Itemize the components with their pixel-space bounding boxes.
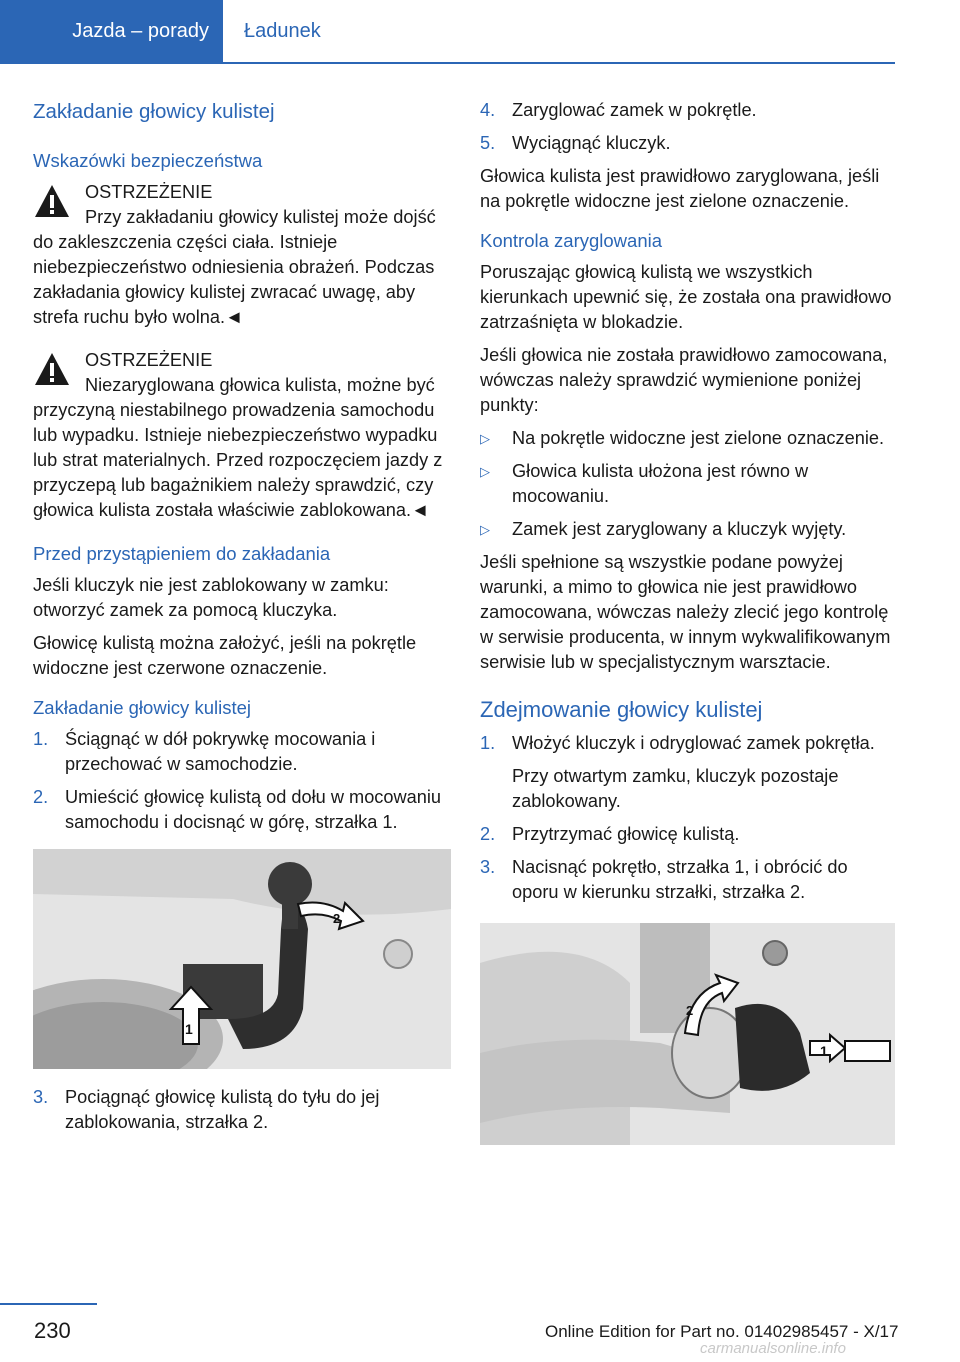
edition-text: Online Edition for Part no. 01402985457 - X/17 <box>545 1322 899 1341</box>
step-note: Przy otwartym zamku, kluczyk pozostaje zablokowany. <box>512 766 839 811</box>
list-item <box>480 855 896 905</box>
triangle-bullet-icon: ▷ <box>480 464 490 479</box>
step-text: Nacisnąć pokrętło, strzałka 1, i obrócić do oporu w kierunku strzałki, strzałka 2. <box>512 857 848 902</box>
step-number: 2. <box>33 787 49 807</box>
tow-ball-mount-illustration <box>33 849 451 1069</box>
mount-title: Zakładanie głowicy kulistej <box>33 697 251 718</box>
tab-cargo[interactable]: Ładunek <box>244 20 321 42</box>
step-text: Pociągnąć głowicę kulistą do tyłu do jej zablokowania, strzałka 2. <box>65 1087 380 1132</box>
list-item <box>480 517 896 542</box>
bullet-text: Na pokrętle widoczne jest zielone oznaczenie. <box>512 428 885 448</box>
step-number: 1. <box>480 733 496 753</box>
step-text: Włożyć kluczyk i odryglować zamek pokrętła. <box>512 733 875 753</box>
bullet-text: Głowica kulista ułożona jest równo w mocowaniu. <box>512 461 809 506</box>
left-column <box>33 98 451 1143</box>
warning-block <box>33 180 451 330</box>
step-text: Zaryglować zamek w pokrętle. <box>512 100 757 120</box>
paragraph: Jeśli kluczyk nie jest zablokowany w zamku: otworzyć zamek za pomocą kluczyka. <box>33 575 389 620</box>
paragraph: Głowicę kulistą można założyć, jeśli na pokrętle widoczne jest czerwone oznaczenie. <box>33 633 417 678</box>
step-text: Ściągnąć w dół pokrywkę mocowania i przechować w samochodzie. <box>65 729 376 774</box>
tow-ball-mount-drawing <box>33 849 451 1069</box>
warning-label: OSTRZEŻENIE <box>85 182 213 202</box>
arrow-label-2: 2 <box>333 911 341 926</box>
section-title: Zakładanie głowicy kulistej <box>33 100 275 123</box>
watermark: carmanualsonline.info <box>700 1340 846 1357</box>
triangle-bullet-icon: ▷ <box>480 522 490 537</box>
step-number: 2. <box>480 824 496 844</box>
arrow-label-1: 1 <box>185 1021 193 1037</box>
right-column <box>480 98 896 1145</box>
step-number: 3. <box>33 1087 49 1107</box>
list-item <box>480 822 896 847</box>
control-title: Kontrola zaryglowania <box>480 230 663 251</box>
warning-block <box>33 348 451 523</box>
tow-ball-removal-drawing <box>480 923 895 1145</box>
step-number: 4. <box>480 100 496 120</box>
list-item <box>33 785 451 835</box>
paragraph: Głowica kulista jest prawidłowo zaryglowana, jeśli na pokrętle widoczne jest zielone oznaczenie. <box>480 166 880 211</box>
paragraph: Jeśli głowica nie została prawidłowo zamocowana, wówczas należy sprawdzić wymienione poniżej punkty: <box>480 345 888 415</box>
arrow-label-1: 1 <box>820 1043 828 1059</box>
step-number: 1. <box>33 729 49 749</box>
list-item <box>33 727 451 777</box>
check-list <box>480 426 896 542</box>
header-tabbar <box>0 0 895 64</box>
mount-steps-right <box>480 98 896 156</box>
warning-triangle-icon <box>33 350 71 390</box>
list-item <box>480 426 896 451</box>
triangle-bullet-icon: ▷ <box>480 431 490 446</box>
safety-title: Wskazówki bezpieczeństwa <box>33 150 263 171</box>
arrow-label-2: 2 <box>686 1003 694 1018</box>
bullet-text: Zamek jest zaryglowany a kluczyk wyjęty. <box>512 519 847 539</box>
warning-triangle-icon <box>33 182 71 222</box>
step-number: 3. <box>480 857 496 877</box>
step-text: Przytrzymać głowicę kulistą. <box>512 824 740 844</box>
list-item <box>33 1085 451 1135</box>
removal-steps <box>480 731 896 905</box>
tab-driving-tips[interactable]: Jazda – porady <box>0 0 223 62</box>
paragraph: Jeśli spełnione są wszystkie podane powyżej warunki, a mimo to głowica nie jest prawidłowo zamocowana, wówczas należy zlecić jego kontrolę w serwisie producenta, w innym wykwalifikowanym serwisie lub w specjalistycznym warsztacie. <box>480 552 891 672</box>
step-number: 5. <box>480 133 496 153</box>
paragraph: Poruszając głowicą kulistą we wszystkich kierunkach upewnić się, że została ona prawidłowo zatrzaśnięta w blokadzie. <box>480 262 892 332</box>
step-text: Umieścić głowicę kulistą od dołu w mocowaniu samochodu i docisnąć w górę, strzałka 1. <box>65 787 442 832</box>
list-item <box>480 731 896 814</box>
warning-text: Przy zakładaniu głowicy kulistej może dojść do zakleszczenia części ciała. Istnieje niebezpieczeństwo odniesienia obrażeń. Podczas zakładania głowicy kulistej zwracać uwagę, aby strefa ruchu było wolna.◄ <box>33 207 436 327</box>
removal-title: Zdejmowanie głowicy kulistej <box>480 697 763 722</box>
mount-steps <box>33 727 451 835</box>
page-number: 230 <box>34 1318 71 1343</box>
mount-steps-continued <box>33 1085 451 1135</box>
before-title: Przed przystąpieniem do zakładania <box>33 543 331 564</box>
list-item <box>480 459 896 509</box>
warning-text: Niezaryglowana głowica kulista, możne być przyczyną niestabilnego prowadzenia samochodu lub wypadku. Istnieje niebezpieczeństwo wypadku lub strat materialnych. Przed rozpoczęciem jazdy z przyczepą lub bagażnikiem należy sprawdzić, czy głowica kulista została właściwie zablokowana.◄ <box>33 375 443 520</box>
tow-ball-removal-illustration <box>480 923 895 1145</box>
step-text: Wyciągnąć kluczyk. <box>512 133 671 153</box>
list-item <box>480 98 896 123</box>
list-item <box>480 131 896 156</box>
warning-label: OSTRZEŻENIE <box>85 350 213 370</box>
footer-accent-line <box>0 1303 97 1305</box>
